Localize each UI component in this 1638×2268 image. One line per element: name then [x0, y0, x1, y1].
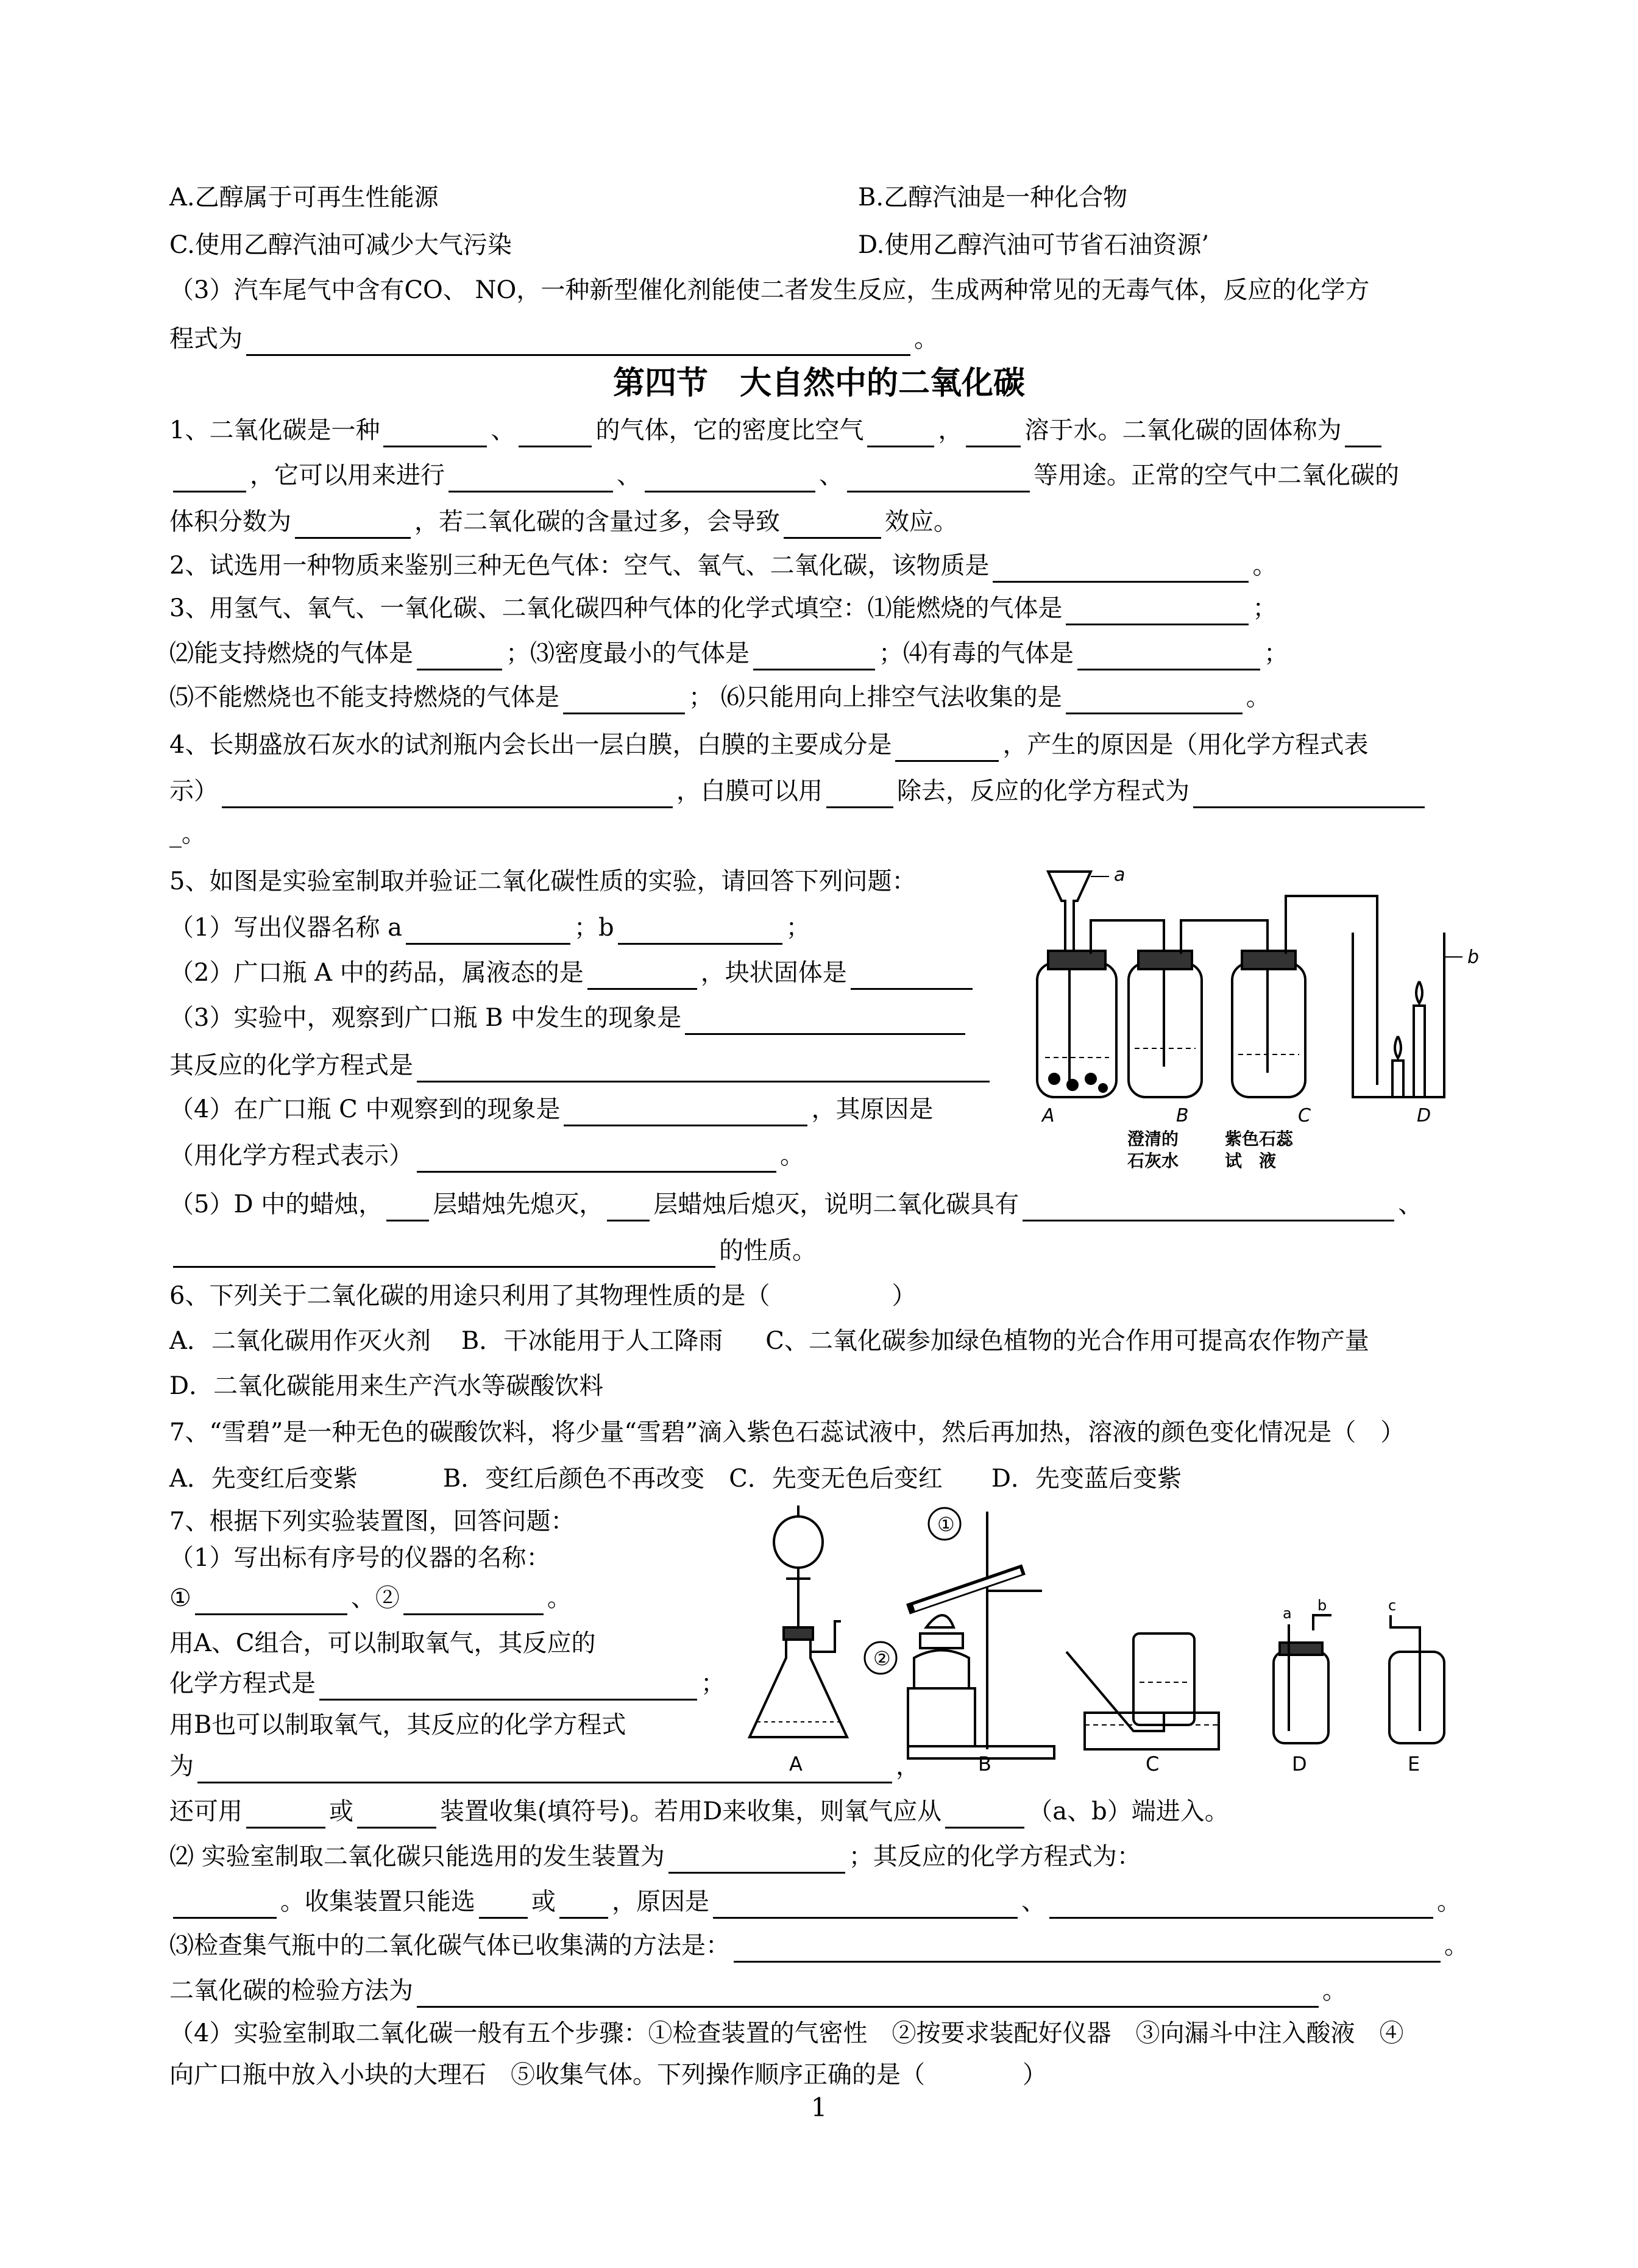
answer-blank[interactable]	[246, 1800, 325, 1829]
q3-line3: ⑸不能燃烧也不能支持燃烧的气体是 ； ⑹只能用向上排空气法收集的是 。	[169, 680, 1271, 714]
q4-line2: 示） ，白膜可以用 除去，反应的化学方程式为	[169, 774, 1428, 808]
answer-blank[interactable]	[403, 1587, 544, 1615]
caption-limewater-2: 石灰水	[1127, 1151, 1179, 1171]
q1-line1: 1、二氧化碳是一种 、 的气体，它的密度比空气 ， 溶于水。二氧化碳的固体称为	[169, 413, 1385, 447]
label-a: a	[1114, 864, 1126, 886]
q7b-ac-equation: 化学方程式是 ；	[169, 1666, 725, 1701]
q3-line2: ⑵能支持燃烧的气体是 ；⑶密度最小的气体是 ；⑷有毒的气体是 ；	[169, 636, 1288, 670]
apparatus-a	[750, 1505, 847, 1737]
prev-option-c: C.使用乙醇汽油可减少大气污染	[169, 231, 512, 259]
prev-option-a: A.乙醇属于可再生性能源	[169, 183, 439, 212]
answer-blank[interactable]	[993, 554, 1249, 583]
answer-blank[interactable]	[867, 419, 934, 447]
q7b-part2-line2: 。收集装置只能选 或 ，原因是 、 。	[169, 1885, 1461, 1919]
q7b-b-line: 用B也可以制取氧气，其反应的化学方程式	[169, 1711, 626, 1739]
q7b-part1: （1）写出标有序号的仪器的名称：	[169, 1544, 551, 1572]
answer-blank[interactable]	[645, 464, 815, 492]
q6-options	[169, 1324, 1369, 1358]
q1-line3: 体积分数为 ，若二氧化碳的含量过多，会导致 效应。	[169, 505, 958, 539]
q7b-ac-line: 用A、C组合，可以制取氧气，其反应的	[169, 1629, 596, 1657]
answer-blank[interactable]	[847, 464, 1030, 492]
port-b: b	[1317, 1597, 1327, 1614]
q3-line1: 3、用氢气、氧气、一氧化碳、二氧化碳四种气体的化学式填空：⑴能燃烧的气体是 ；	[169, 591, 1277, 625]
prev-option-d: D.使用乙醇汽油可节省石油资源’	[858, 231, 1210, 259]
q4-line3: _。	[169, 820, 206, 848]
q7a-stem: 7、“雪碧”是一种无色的碳酸饮料，将少量“雪碧”滴入紫色石蕊试液中，然后再加热，溶液的颜色变化情况是（ ）	[169, 1418, 1405, 1446]
prev-q3-line2: 程式为 。	[169, 322, 938, 356]
q7b-stem: 7、根据下列实验装置图，回答问题：	[169, 1507, 575, 1535]
answer-blank[interactable]	[1193, 780, 1425, 808]
q2-line: 2、试选用一种物质来鉴别三种无色气体：空气、氧气、二氧化碳，该物质是 。	[169, 549, 1277, 583]
answer-blank[interactable]	[417, 1144, 776, 1173]
answer-blank[interactable]	[1077, 642, 1260, 670]
caption-litmus-1: 紫色石蕊	[1225, 1129, 1294, 1149]
q5-part3b: 其反应的化学方程式是	[169, 1048, 993, 1082]
answer-blank[interactable]	[966, 419, 1021, 447]
answer-blank[interactable]	[1066, 686, 1243, 714]
q7b-part3-line2: 二氧化碳的检验方法为 。	[169, 1974, 1347, 2008]
answer-blank[interactable]	[417, 1979, 1319, 2008]
q7b-b-equation: 为 ，	[169, 1749, 920, 1783]
q5-part5b: 的性质。	[169, 1234, 817, 1268]
q5-part3a: （3）实验中，观察到广口瓶 B 中发生的现象是	[169, 1001, 969, 1035]
answer-blank[interactable]	[519, 419, 592, 447]
page-number: 1	[810, 2092, 828, 2122]
answer-blank[interactable]	[563, 686, 685, 714]
q6-option-c: C、二氧化碳参加绿色植物的光合作用可提高农作物产量	[765, 1327, 1369, 1355]
q5-stem: 5、如图是实验室制取并验证二氧化碳性质的实验，请回答下列问题：	[169, 867, 916, 895]
answer-blank[interactable]	[618, 916, 782, 945]
apparatus-b	[908, 1512, 1054, 1758]
answer-blank[interactable]	[1049, 1890, 1433, 1919]
answer-blank[interactable]	[559, 1890, 608, 1919]
caption-litmus-2: 试 液	[1225, 1151, 1277, 1171]
answer-blank[interactable]	[713, 1890, 1018, 1919]
answer-blank[interactable]	[1345, 419, 1381, 447]
q7b-part2-line1: ⑵ 实验室制取二氧化碳只能选用的发生装置为 ；其反应的化学方程式为：	[169, 1840, 1141, 1874]
gas-apparatus-figure	[743, 1505, 1475, 1774]
prev-option-b: B.乙醇汽油是一种化合物	[858, 183, 1128, 212]
answer-blank[interactable]	[587, 961, 697, 990]
answer-blank[interactable]	[246, 327, 910, 356]
answer-blank[interactable]	[319, 1672, 697, 1701]
port-c: c	[1388, 1597, 1397, 1614]
q7b-part4-line2: 向广口瓶中放入小块的大理石 ⑤收集气体。下列操作顺序正确的是（ ）	[169, 2061, 1047, 2089]
q6-stem: 6、下列关于二氧化碳的用途只利用了其物理性质的是（ ）	[169, 1282, 916, 1310]
answer-blank[interactable]	[173, 464, 246, 492]
co2-apparatus-figure	[1024, 853, 1487, 1182]
label-bottle-c: C	[1298, 1105, 1311, 1126]
answer-blank[interactable]	[668, 1845, 845, 1874]
answer-blank[interactable]	[406, 916, 570, 945]
label-d-fig: D	[1292, 1752, 1307, 1774]
q5-part1: （1）写出仪器名称 a ；b ；	[169, 911, 810, 945]
beaker-d	[1353, 933, 1444, 1097]
answer-blank[interactable]	[222, 780, 673, 808]
answer-blank[interactable]	[685, 1006, 965, 1035]
caption-limewater-1: 澄清的	[1127, 1129, 1179, 1149]
apparatus-c	[1066, 1633, 1219, 1749]
label-bottle-d: D	[1417, 1105, 1431, 1126]
answer-blank[interactable]	[417, 1054, 990, 1082]
port-a: a	[1283, 1605, 1292, 1622]
label-a-fig: A	[789, 1752, 803, 1774]
label-bottle-b: B	[1176, 1105, 1189, 1126]
label-e-fig: E	[1408, 1752, 1420, 1774]
answer-blank[interactable]	[564, 1098, 807, 1126]
apparatus-e	[1389, 1615, 1444, 1743]
answer-blank[interactable]	[895, 733, 999, 762]
q7b-collect: 还可用 或 装置收集(填符号)。若用D来收集，则氧气应从 （a、b）端进入。	[169, 1794, 1229, 1829]
answer-blank[interactable]	[753, 642, 875, 670]
answer-blank[interactable]	[173, 1890, 277, 1919]
long-neck-funnel	[1048, 872, 1091, 963]
answer-blank[interactable]	[607, 1193, 650, 1221]
answer-blank[interactable]	[1023, 1193, 1394, 1221]
answer-blank[interactable]	[417, 642, 502, 670]
answer-blank[interactable]	[851, 961, 973, 990]
label-b-fig: B	[978, 1752, 991, 1774]
answer-blank[interactable]	[173, 1239, 715, 1268]
answer-blank[interactable]	[945, 1800, 1024, 1829]
q7b-part4-line1: （4）实验室制取二氧化碳一般有五个步骤：①检查装置的气密性 ②按要求装配好仪器 ③向漏斗中注入酸液 ④	[169, 2019, 1404, 2047]
q5-part4a: （4）在广口瓶 C 中观察到的现象是 ，其原因是	[169, 1092, 933, 1126]
q7a-options: A．先变红后变紫 B．变红后颜色不再改变 C．先变无色后变红 D．先变蓝后变紫	[169, 1465, 1182, 1493]
q7b-part1-names: ① 、② 。	[169, 1581, 572, 1615]
label-circle-1: ①	[937, 1513, 955, 1536]
q6-option-a: A．二氧化碳用作灭火剂	[169, 1327, 431, 1355]
label-b: b	[1467, 947, 1480, 968]
answer-blank[interactable]	[357, 1800, 436, 1829]
section-title: 第四节 大自然中的二氧化碳	[612, 364, 1025, 402]
q1-line2: ，它可以用来进行 、 、 等用途。正常的空气中二氧化碳的	[169, 458, 1399, 492]
answer-blank[interactable]	[1066, 597, 1249, 625]
q5-part5a: （5）D 中的蜡烛， 层蜡烛先熄灭， 层蜡烛后熄灭，说明二氧化碳具有 、	[169, 1187, 1422, 1221]
label-bottle-a: A	[1042, 1105, 1055, 1126]
answer-blank[interactable]	[826, 780, 893, 808]
apparatus-d	[1274, 1615, 1331, 1743]
q6-option-d: D．二氧化碳能用来生产汽水等碳酸饮料	[169, 1372, 604, 1400]
answer-blank[interactable]	[734, 1934, 1441, 1963]
answer-blank[interactable]	[784, 510, 881, 539]
label-c-fig: C	[1146, 1752, 1160, 1774]
q7b-part3-line1: ⑶检查集气瓶中的二氧化碳气体已收集满的方法是： 。	[169, 1929, 1469, 1963]
answer-blank[interactable]	[195, 1587, 347, 1615]
label-circle-2: ②	[873, 1647, 891, 1670]
answer-blank[interactable]	[448, 464, 613, 492]
q5-part2: （2）广口瓶 A 中的药品，属液态的是 ，块状固体是	[169, 956, 976, 990]
answer-blank[interactable]	[479, 1890, 528, 1919]
q4-line1: 4、长期盛放石灰水的试剂瓶内会长出一层白膜，白膜的主要成分是 ，产生的原因是（用化学方程式表	[169, 728, 1368, 762]
q6-option-b: B．干冰能用于人工降雨	[461, 1327, 723, 1355]
q5-part4b: （用化学方程式表示） 。	[169, 1139, 804, 1173]
answer-blank[interactable]	[386, 1193, 429, 1221]
prev-q3-line1: （3）汽车尾气中含有CO、 NO，一种新型催化剂能使二者发生反应，生成两种常见的无毒气体，反应的化学方	[169, 276, 1370, 304]
answer-blank[interactable]	[295, 510, 411, 539]
answer-blank[interactable]	[383, 419, 487, 447]
